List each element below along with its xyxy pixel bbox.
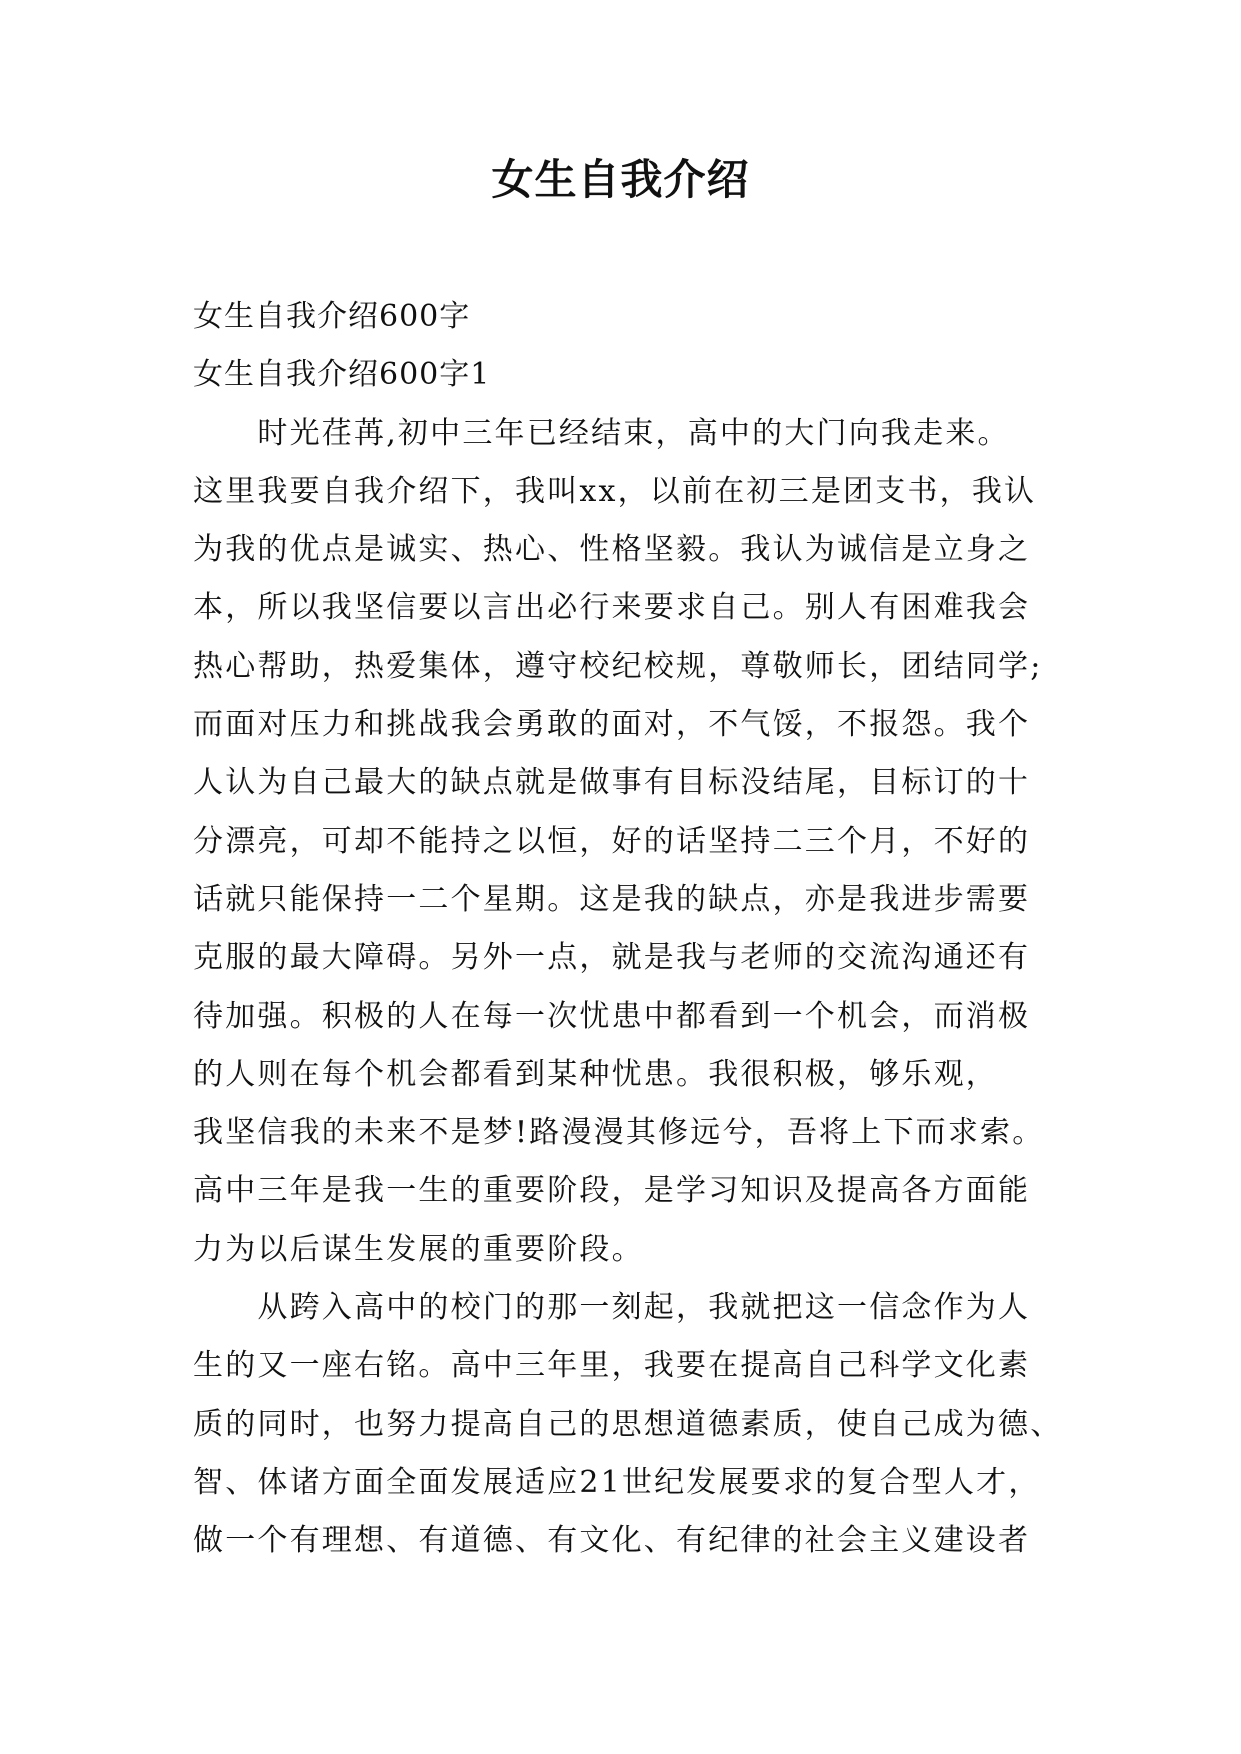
section-heading: 女生自我介绍600字1 bbox=[193, 357, 491, 393]
paragraph-line: 高中三年是我一生的重要阶段，是学习知识及提高各方面能 bbox=[193, 1173, 1031, 1209]
paragraph-line: 为我的优点是诚实、热心、性格坚毅。我认为诚信是立身之 bbox=[193, 532, 1031, 568]
paragraph-line: 话就只能保持一二个星期。这是我的缺点，亦是我进步需要 bbox=[193, 881, 1031, 917]
paragraph-line: 本，所以我坚信要以言出必行来要求自己。别人有困难我会 bbox=[193, 590, 1031, 626]
paragraph-line: 的人则在每个机会都看到某种忧患。我很积极，够乐观， bbox=[193, 1056, 998, 1092]
paragraph-line: 时光荏苒,初中三年已经结束，高中的大门向我走来。 bbox=[193, 415, 1010, 451]
paragraph-line: 而面对压力和挑战我会勇敢的面对，不气馁，不报怨。我个 bbox=[193, 707, 1031, 743]
subtitle-line: 女生自我介绍600字 bbox=[193, 299, 471, 334]
paragraph-line: 待加强。积极的人在每一次忧患中都看到一个机会，而消极 bbox=[193, 998, 1031, 1034]
paragraph-line: 我坚信我的未来不是梦!路漫漫其修远兮，吾将上下而求索。 bbox=[193, 1115, 1045, 1151]
paragraph-line: 分漂亮，可却不能持之以恒，好的话坚持二三个月，不好的 bbox=[193, 823, 1031, 859]
paragraph-line: 热心帮助，热爱集体，遵守校纪校规，尊敬师长，团结同学; bbox=[193, 648, 1043, 684]
paragraph-line: 力为以后谋生发展的重要阶段。 bbox=[193, 1231, 644, 1267]
document-body bbox=[193, 288, 1063, 1571]
paragraph-line: 智、体诸方面全面发展适应21世纪发展要求的复合型人才， bbox=[193, 1464, 1041, 1500]
paragraph-line: 生的又一座右铭。高中三年里，我要在提高自己科学文化素 bbox=[193, 1348, 1031, 1384]
paragraph-line: 做一个有理想、有道德、有文化、有纪律的社会主义建设者 bbox=[193, 1523, 1031, 1559]
paragraph-line: 从跨入高中的校门的那一刻起，我就把这一信念作为人 bbox=[193, 1290, 1031, 1326]
document-title: 女生自我介绍 bbox=[491, 155, 750, 204]
paragraph-line: 这里我要自我介绍下，我叫xx，以前在初三是团支书，我认 bbox=[193, 473, 1037, 509]
paragraph-line: 克服的最大障碍。另外一点，就是我与老师的交流沟通还有 bbox=[193, 940, 1031, 976]
paragraph-line: 质的同时，也努力提高自己的思想道德素质，使自己成为德、 bbox=[193, 1406, 1063, 1442]
paragraph-line: 人认为自己最大的缺点就是做事有目标没结尾，目标订的十 bbox=[193, 765, 1031, 801]
